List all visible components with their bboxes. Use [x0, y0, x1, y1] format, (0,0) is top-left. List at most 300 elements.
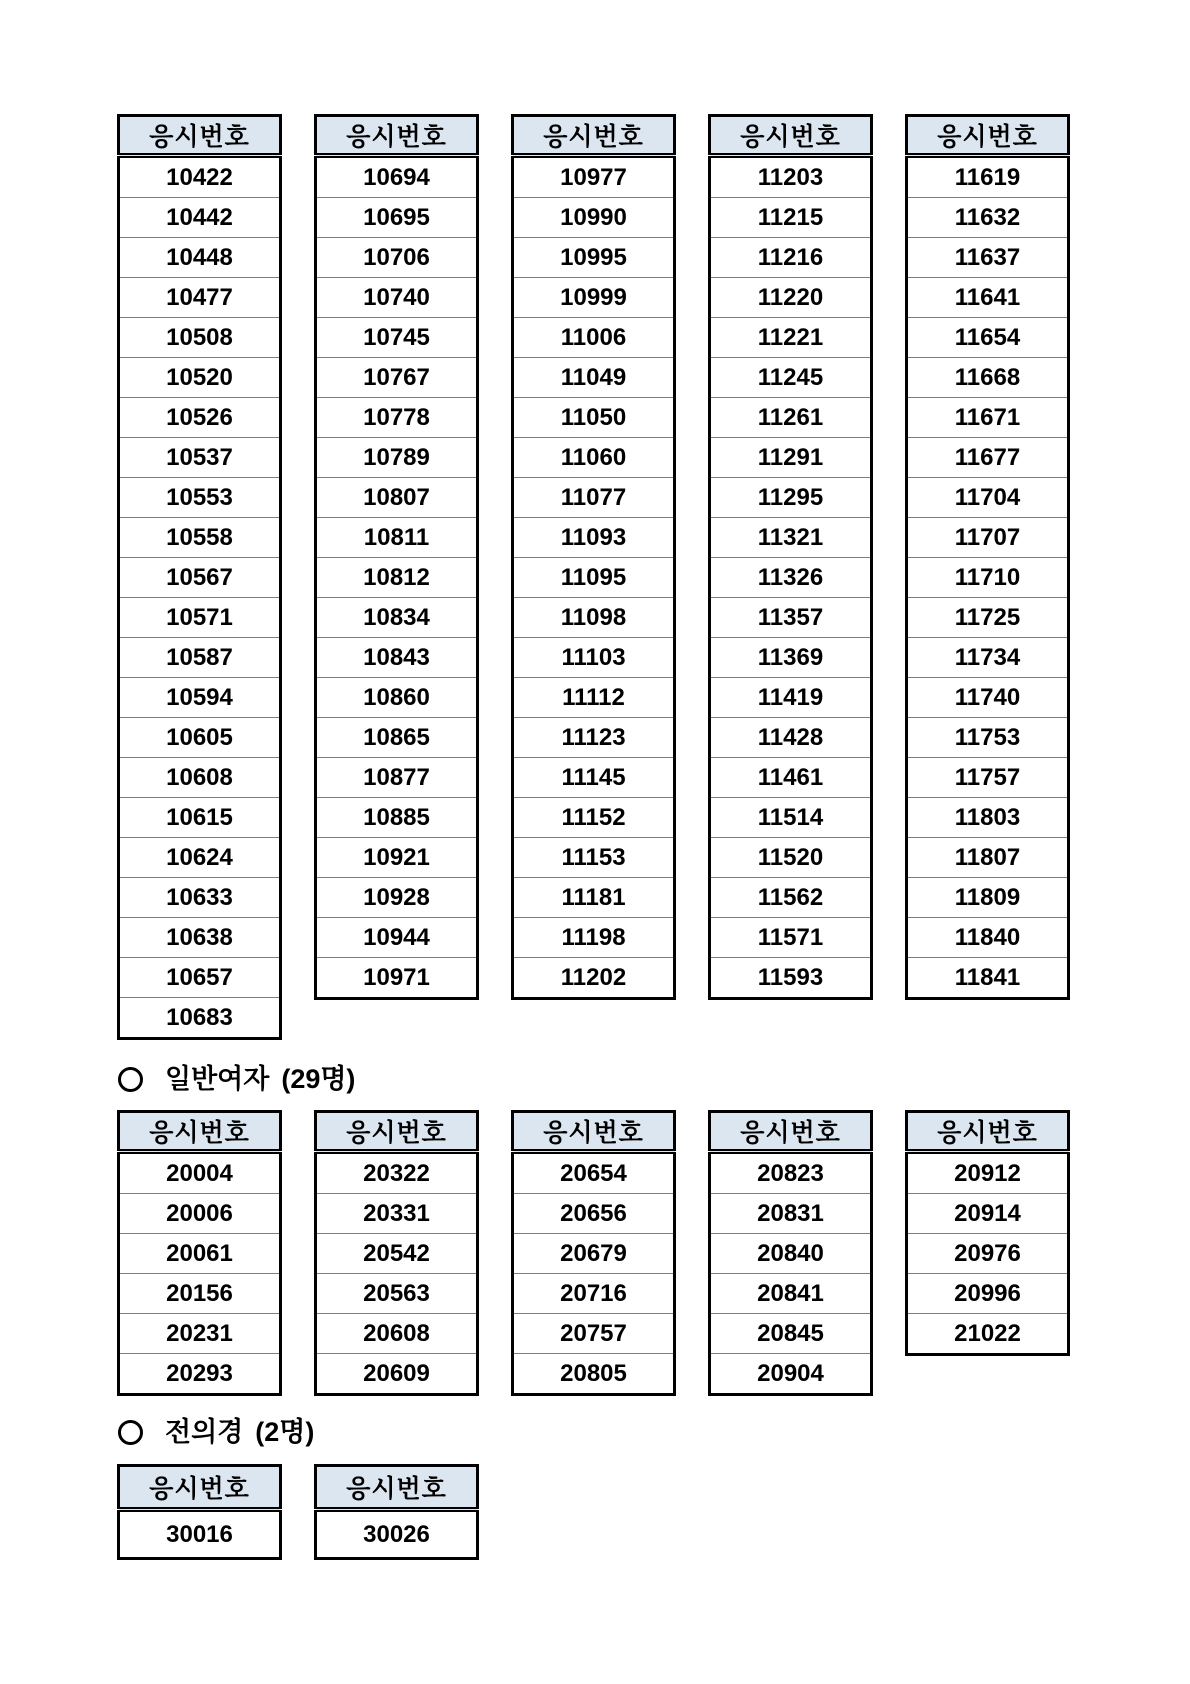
exam-number-cell: 10812	[316, 558, 478, 598]
table-row	[119, 958, 281, 998]
table-row	[710, 1354, 872, 1395]
table-row	[710, 878, 872, 918]
table-row	[513, 558, 675, 598]
exam-number-table	[314, 114, 479, 1000]
table-row	[119, 398, 281, 438]
table-row	[316, 398, 478, 438]
exam-number-cell: 11841	[907, 958, 1069, 999]
table-row	[907, 678, 1069, 718]
section-heading-label: 일반여자	[165, 1064, 270, 1094]
table-row	[907, 878, 1069, 918]
table-row	[710, 1152, 872, 1194]
exam-number-cell: 10971	[316, 958, 478, 999]
exam-number-cell: 20840	[710, 1234, 872, 1274]
exam-number-cell: 20004	[166, 1159, 233, 1187]
table-row	[316, 878, 478, 918]
exam-number-cell: 10553	[119, 478, 281, 518]
table-row	[119, 998, 281, 1039]
table-row	[513, 918, 675, 958]
table-row	[316, 1354, 478, 1395]
exam-number-cell: 10638	[119, 918, 281, 958]
exam-number-cell: 11369	[710, 638, 872, 678]
table-row	[710, 958, 872, 999]
exam-number-cell: 11145	[513, 758, 675, 798]
exam-number-cell: 10778	[316, 398, 478, 438]
exam-number-cell: 10990	[513, 198, 675, 238]
exam-number-cell: 11632	[907, 198, 1069, 238]
table-header-cell: 응시번호	[316, 116, 478, 156]
table-header-cell: 응시번호	[119, 1112, 281, 1152]
table-row	[316, 318, 478, 358]
exam-number-cell: 11809	[907, 878, 1069, 918]
circle-bullet-icon	[118, 1420, 143, 1445]
exam-number-cell: 11461	[710, 758, 872, 798]
exam-number-cell: 10995	[513, 238, 675, 278]
exam-number-cell: 20061	[119, 1234, 281, 1274]
table-row	[513, 358, 675, 398]
table-row	[513, 1314, 675, 1354]
exam-number-cell: 10767	[316, 358, 478, 398]
exam-number-cell: 10508	[119, 318, 281, 358]
exam-number-cell: 11654	[907, 318, 1069, 358]
table-row	[119, 558, 281, 598]
exam-number-cell: 11181	[513, 878, 675, 918]
exam-number-table	[117, 1464, 282, 1560]
table-row	[907, 1152, 1069, 1194]
exam-number-table	[905, 1110, 1070, 1356]
exam-number-cell: 20331	[316, 1194, 478, 1234]
table-row	[513, 318, 675, 358]
exam-number-cell: 10944	[316, 918, 478, 958]
table-row	[316, 198, 478, 238]
table-row	[710, 1314, 872, 1354]
table-row	[513, 758, 675, 798]
section-heading-auxiliary-police	[118, 1414, 314, 1450]
table-row	[316, 1274, 478, 1314]
table-row	[710, 1234, 872, 1274]
exam-number-cell: 11095	[513, 558, 675, 598]
exam-number-table	[314, 1464, 479, 1560]
table-row	[119, 238, 281, 278]
table-row	[907, 958, 1069, 999]
exam-number-cell: 11807	[907, 838, 1069, 878]
exam-number-cell: 20914	[907, 1194, 1069, 1234]
table-row	[316, 558, 478, 598]
exam-number-cell: 20322	[363, 1159, 430, 1187]
exam-number-cell: 20608	[316, 1314, 478, 1354]
exam-number-cell: 11006	[513, 318, 675, 358]
exam-number-table	[708, 114, 873, 1000]
table-row	[316, 798, 478, 838]
exam-number-cell: 11619	[954, 163, 1021, 191]
exam-number-cell: 11593	[710, 958, 872, 999]
table-row	[513, 438, 675, 478]
exam-number-cell: 11112	[513, 678, 675, 718]
table-row	[710, 398, 872, 438]
table-row	[710, 598, 872, 638]
table-row	[119, 318, 281, 358]
exam-number-cell: 10977	[560, 163, 627, 191]
table-row	[710, 1274, 872, 1314]
exam-number-cell: 20156	[119, 1274, 281, 1314]
table-row	[119, 1510, 281, 1559]
exam-number-cell: 10706	[316, 238, 478, 278]
table-row	[907, 558, 1069, 598]
table-row	[316, 1152, 478, 1194]
exam-number-cell: 11220	[710, 278, 872, 318]
exam-number-cell: 10448	[119, 238, 281, 278]
exam-table-group-1	[117, 114, 1070, 1040]
table-row	[907, 278, 1069, 318]
table-row	[710, 798, 872, 838]
exam-number-cell: 11803	[907, 798, 1069, 838]
exam-number-cell: 10789	[316, 438, 478, 478]
exam-number-cell: 11710	[907, 558, 1069, 598]
exam-number-cell: 11326	[710, 558, 872, 598]
table-row	[119, 798, 281, 838]
table-row	[710, 718, 872, 758]
table-row	[907, 598, 1069, 638]
exam-number-cell: 20542	[316, 1234, 478, 1274]
exam-number-cell: 20831	[710, 1194, 872, 1234]
exam-number-cell: 11152	[513, 798, 675, 838]
exam-number-cell: 11245	[710, 358, 872, 398]
table-row	[316, 478, 478, 518]
table-row	[513, 1354, 675, 1395]
table-row	[710, 558, 872, 598]
table-row	[513, 156, 675, 198]
exam-number-cell: 20757	[513, 1314, 675, 1354]
table-row	[119, 878, 281, 918]
exam-number-cell: 11153	[513, 838, 675, 878]
table-row	[907, 198, 1069, 238]
exam-number-cell: 11757	[907, 758, 1069, 798]
table-row	[119, 278, 281, 318]
table-row	[316, 598, 478, 638]
table-row	[316, 1194, 478, 1234]
table-header-cell: 응시번호	[907, 116, 1069, 156]
table-row	[513, 198, 675, 238]
table-row	[119, 758, 281, 798]
exam-number-cell: 10740	[316, 278, 478, 318]
table-row	[710, 1194, 872, 1234]
exam-number-table	[314, 1110, 479, 1396]
exam-number-cell: 11103	[513, 638, 675, 678]
table-row	[119, 718, 281, 758]
exam-number-cell: 10657	[119, 958, 281, 998]
exam-number-cell: 10587	[119, 638, 281, 678]
table-row	[316, 518, 478, 558]
table-row	[513, 1194, 675, 1234]
exam-number-cell: 11740	[907, 678, 1069, 718]
exam-number-cell: 20716	[513, 1274, 675, 1314]
table-row	[513, 478, 675, 518]
table-row	[513, 838, 675, 878]
exam-number-cell: 11428	[710, 718, 872, 758]
table-row	[119, 438, 281, 478]
exam-number-cell: 11123	[513, 718, 675, 758]
table-row	[119, 918, 281, 958]
table-row	[316, 758, 478, 798]
table-row	[710, 838, 872, 878]
table-row	[316, 638, 478, 678]
table-row	[513, 1234, 675, 1274]
table-row	[316, 718, 478, 758]
table-row	[710, 678, 872, 718]
table-row	[907, 798, 1069, 838]
exam-number-cell: 30026	[363, 1520, 430, 1548]
table-row	[907, 758, 1069, 798]
exam-number-cell: 10695	[316, 198, 478, 238]
exam-number-cell: 10605	[119, 718, 281, 758]
exam-number-cell: 11753	[907, 718, 1069, 758]
exam-number-cell: 10811	[316, 518, 478, 558]
table-row	[907, 1274, 1069, 1314]
table-row	[710, 278, 872, 318]
exam-number-cell: 10422	[166, 163, 233, 191]
exam-number-cell: 30016	[166, 1520, 233, 1548]
exam-number-cell: 10928	[316, 878, 478, 918]
exam-table-group-2	[117, 1110, 1070, 1396]
table-row	[907, 918, 1069, 958]
exam-number-cell: 10615	[119, 798, 281, 838]
table-row	[119, 1152, 281, 1194]
exam-number-cell: 11060	[513, 438, 675, 478]
exam-number-table	[708, 1110, 873, 1396]
exam-number-cell: 20996	[907, 1274, 1069, 1314]
table-row	[119, 358, 281, 398]
table-row	[316, 918, 478, 958]
table-row	[710, 358, 872, 398]
exam-number-cell: 10807	[316, 478, 478, 518]
table-row	[119, 1274, 281, 1314]
exam-number-cell: 11291	[710, 438, 872, 478]
table-row	[119, 478, 281, 518]
table-header-cell: 응시번호	[907, 1112, 1069, 1152]
exam-number-cell: 11261	[710, 398, 872, 438]
exam-number-cell: 10683	[119, 998, 281, 1039]
table-row	[710, 918, 872, 958]
table-header-cell: 응시번호	[316, 1466, 478, 1510]
table-row	[316, 838, 478, 878]
exam-number-cell: 20912	[954, 1159, 1021, 1187]
section-heading-count: (2명)	[255, 1417, 315, 1447]
exam-number-cell: 11514	[710, 798, 872, 838]
exam-number-cell: 11216	[710, 238, 872, 278]
exam-number-cell: 11704	[907, 478, 1069, 518]
exam-number-cell: 11357	[710, 598, 872, 638]
exam-number-cell: 11671	[907, 398, 1069, 438]
exam-number-cell: 11321	[710, 518, 872, 558]
table-row	[513, 958, 675, 999]
table-row	[316, 238, 478, 278]
exam-number-cell: 10745	[316, 318, 478, 358]
exam-number-cell: 10567	[119, 558, 281, 598]
table-row	[119, 638, 281, 678]
table-row	[710, 238, 872, 278]
table-row	[907, 478, 1069, 518]
table-header-cell: 응시번호	[710, 116, 872, 156]
table-row	[513, 638, 675, 678]
table-row	[316, 358, 478, 398]
table-row	[907, 238, 1069, 278]
exam-number-cell: 11050	[513, 398, 675, 438]
exam-number-cell: 11641	[907, 278, 1069, 318]
table-row	[316, 278, 478, 318]
section-heading-count: (29명)	[281, 1064, 356, 1094]
table-row	[513, 398, 675, 438]
exam-number-cell: 11221	[710, 318, 872, 358]
table-header-cell: 응시번호	[119, 1466, 281, 1510]
exam-number-cell: 10537	[119, 438, 281, 478]
exam-number-cell: 11049	[513, 358, 675, 398]
exam-number-cell: 20006	[119, 1194, 281, 1234]
table-header-cell: 응시번호	[513, 116, 675, 156]
exam-number-table	[511, 1110, 676, 1396]
exam-number-cell: 10843	[316, 638, 478, 678]
exam-number-cell: 10520	[119, 358, 281, 398]
exam-number-cell: 11093	[513, 518, 675, 558]
exam-number-cell: 10442	[119, 198, 281, 238]
exam-number-cell: 10624	[119, 838, 281, 878]
table-row	[907, 398, 1069, 438]
exam-number-cell: 10594	[119, 678, 281, 718]
table-header-cell: 응시번호	[119, 116, 281, 156]
exam-number-table	[117, 1110, 282, 1396]
exam-number-cell: 20231	[119, 1314, 281, 1354]
section-heading-label: 전의경	[165, 1417, 244, 1447]
exam-number-cell: 20904	[710, 1354, 872, 1395]
table-row	[119, 518, 281, 558]
exam-number-table	[117, 114, 282, 1040]
exam-number-cell: 10860	[316, 678, 478, 718]
table-row	[513, 718, 675, 758]
exam-number-cell: 10877	[316, 758, 478, 798]
exam-number-cell: 10921	[316, 838, 478, 878]
exam-number-cell: 10477	[119, 278, 281, 318]
table-row	[119, 198, 281, 238]
table-row	[513, 878, 675, 918]
exam-number-table	[511, 114, 676, 1000]
table-header-cell: 응시번호	[513, 1112, 675, 1152]
table-row	[513, 598, 675, 638]
exam-number-cell: 11734	[907, 638, 1069, 678]
exam-number-cell: 11098	[513, 598, 675, 638]
table-row	[710, 518, 872, 558]
exam-number-cell: 11202	[513, 958, 675, 999]
exam-number-cell: 11419	[710, 678, 872, 718]
exam-number-cell: 21022	[907, 1314, 1069, 1355]
exam-number-cell: 11668	[907, 358, 1069, 398]
circle-bullet-icon	[118, 1067, 143, 1092]
table-row	[907, 1234, 1069, 1274]
table-row	[513, 238, 675, 278]
exam-number-cell: 11562	[710, 878, 872, 918]
table-row	[316, 438, 478, 478]
table-row	[513, 678, 675, 718]
table-row	[316, 156, 478, 198]
table-row	[710, 478, 872, 518]
table-row	[907, 156, 1069, 198]
table-row	[907, 438, 1069, 478]
exam-number-cell: 20563	[316, 1274, 478, 1314]
exam-number-cell: 10885	[316, 798, 478, 838]
exam-number-cell: 20841	[710, 1274, 872, 1314]
exam-number-cell: 10999	[513, 278, 675, 318]
exam-number-cell: 11637	[907, 238, 1069, 278]
table-row	[907, 638, 1069, 678]
table-row	[119, 1234, 281, 1274]
table-row	[316, 1234, 478, 1274]
exam-number-cell: 11203	[757, 163, 824, 191]
exam-number-cell: 11677	[907, 438, 1069, 478]
table-row	[710, 758, 872, 798]
table-row	[513, 1152, 675, 1194]
table-row	[710, 638, 872, 678]
table-row	[907, 518, 1069, 558]
exam-number-cell: 10558	[119, 518, 281, 558]
exam-number-cell: 11295	[710, 478, 872, 518]
table-row	[907, 318, 1069, 358]
table-row	[513, 518, 675, 558]
exam-number-cell: 20845	[710, 1314, 872, 1354]
exam-number-cell: 10865	[316, 718, 478, 758]
table-row	[907, 358, 1069, 398]
table-row	[119, 838, 281, 878]
table-row	[513, 798, 675, 838]
table-row	[907, 838, 1069, 878]
table-row	[513, 1274, 675, 1314]
exam-number-cell: 10526	[119, 398, 281, 438]
exam-number-cell: 10694	[363, 163, 430, 191]
exam-number-cell: 20976	[907, 1234, 1069, 1274]
table-row	[907, 1314, 1069, 1355]
table-row	[513, 278, 675, 318]
exam-number-cell: 10608	[119, 758, 281, 798]
table-row	[710, 156, 872, 198]
exam-number-cell: 20679	[513, 1234, 675, 1274]
exam-number-cell: 20293	[119, 1354, 281, 1395]
exam-table-group-3	[117, 1464, 479, 1560]
exam-number-table	[905, 114, 1070, 1000]
section-heading-general-female	[118, 1061, 355, 1097]
exam-number-cell: 11840	[907, 918, 1069, 958]
table-row	[907, 1194, 1069, 1234]
exam-number-cell: 11571	[710, 918, 872, 958]
exam-number-cell: 11725	[907, 598, 1069, 638]
table-row	[316, 1314, 478, 1354]
table-row	[710, 438, 872, 478]
table-header-cell: 응시번호	[710, 1112, 872, 1152]
exam-number-cell: 11215	[710, 198, 872, 238]
exam-number-cell: 11520	[710, 838, 872, 878]
table-row	[119, 678, 281, 718]
table-row	[316, 1510, 478, 1559]
table-row	[119, 1314, 281, 1354]
table-row	[710, 318, 872, 358]
exam-number-cell: 10633	[119, 878, 281, 918]
table-row	[316, 958, 478, 999]
exam-number-cell: 11077	[513, 478, 675, 518]
table-row	[119, 1354, 281, 1395]
exam-number-cell: 20609	[316, 1354, 478, 1395]
exam-number-cell: 11198	[513, 918, 675, 958]
exam-number-cell: 20805	[513, 1354, 675, 1395]
exam-number-cell: 11707	[907, 518, 1069, 558]
table-row	[119, 1194, 281, 1234]
table-row	[907, 718, 1069, 758]
table-row	[119, 156, 281, 198]
